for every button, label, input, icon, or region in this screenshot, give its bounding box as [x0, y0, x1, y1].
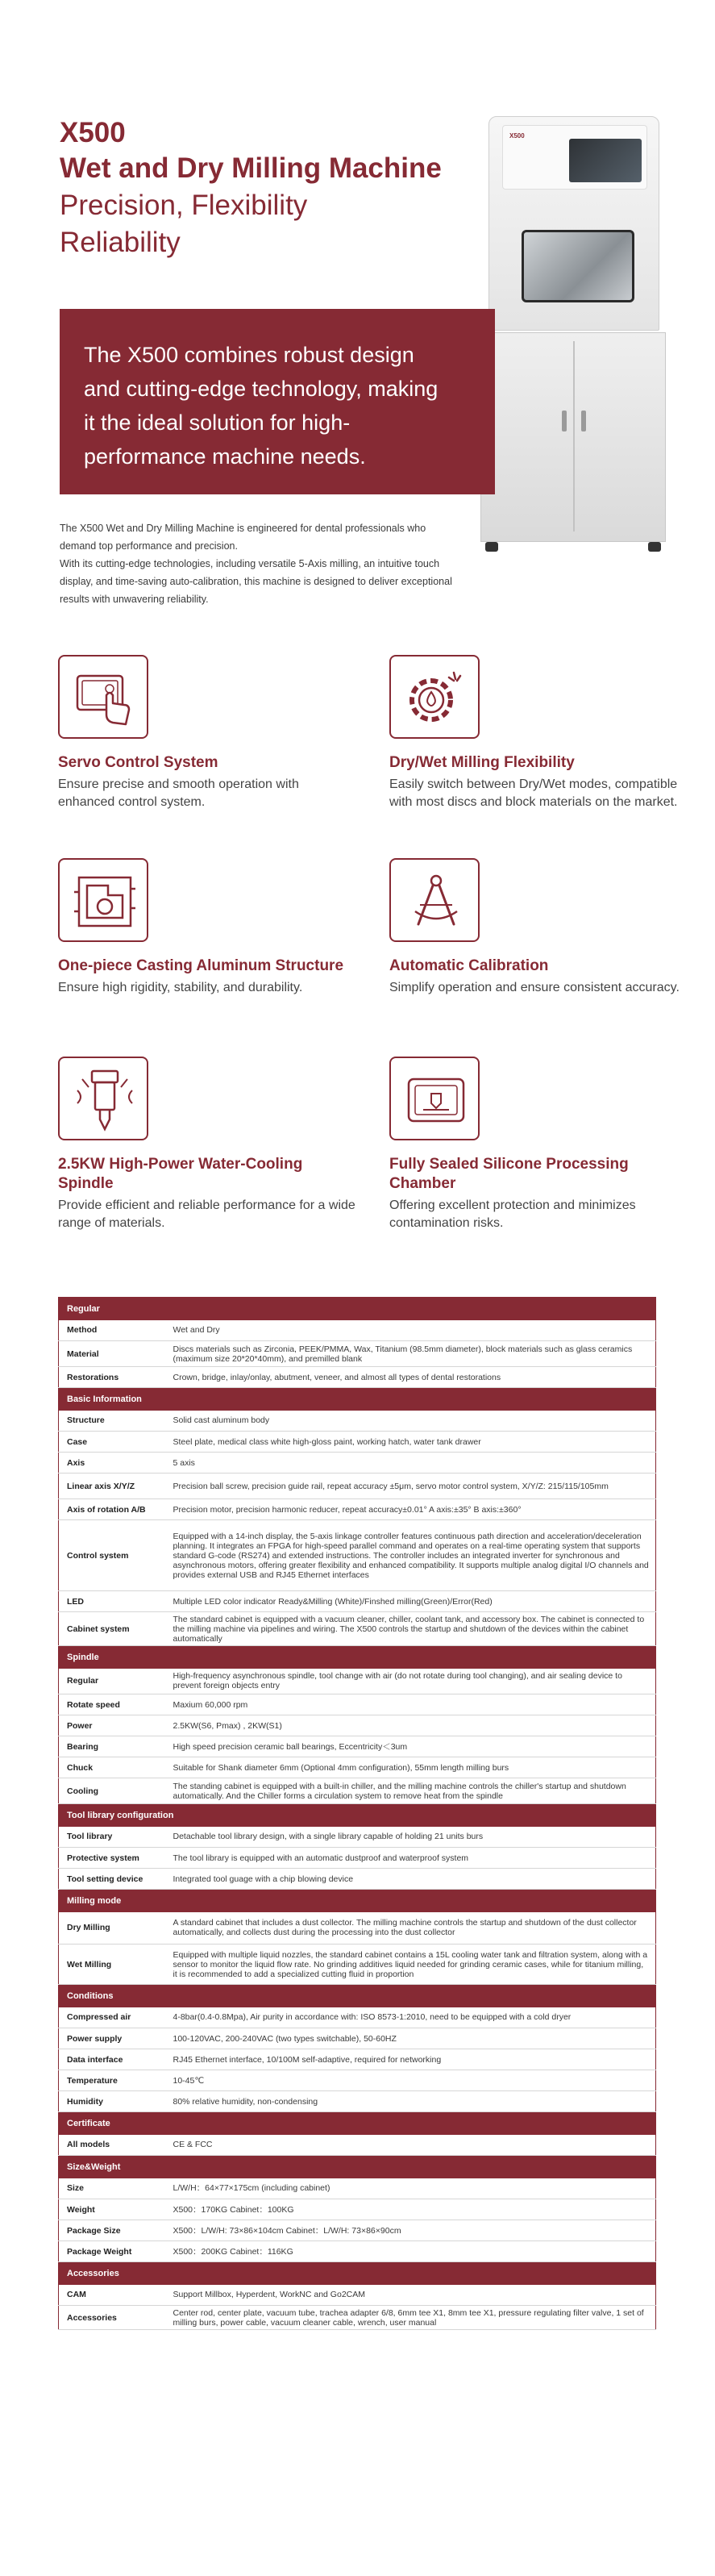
- spec-value: Equipped with multiple liquid nozzles, the standard cabinet contains a 15L cooling water tank and filtration system, along with a sensor to monitor the liquid flow rate. No grinding additives liquid needed for grinding ceramic cases, while for titanium milling, it is recommended to add a specialized cutting fluid in proportion: [164, 1945, 656, 1985]
- spec-value: X500：170KG Cabinet：100KG: [164, 2199, 656, 2220]
- machine-upper-unit: [488, 116, 659, 331]
- spec-row: [59, 1715, 656, 1736]
- spec-value: The standard cabinet is equipped with a vacuum cleaner, chiller, coolant tank, and accessory box. The cabinet is connected to the milling machine via pipelines and wiring. The X500 controls the startup and shutdown of the devices within the cabinet automatically: [164, 1612, 656, 1646]
- spec-key: Dry Milling: [59, 1912, 164, 1945]
- feature-title: One-piece Casting Aluminum Structure: [58, 957, 344, 974]
- spec-row: [59, 1736, 656, 1757]
- spec-row: [59, 1320, 656, 1341]
- spec-section-title: Conditions: [59, 1985, 656, 2007]
- product-name: Wet and Dry Milling Machine: [60, 152, 442, 184]
- feature-desc: Offering excellent protection and minimizes contamination risks.: [389, 1198, 636, 1230]
- spec-row: [59, 1757, 656, 1778]
- feature-title: Servo Control System: [58, 754, 218, 771]
- spec-key: Size: [59, 2178, 164, 2199]
- spec-row: [59, 1367, 656, 1388]
- spec-value: Steel plate, medical class white high-gloss paint, working hatch, water tank drawer: [164, 1432, 656, 1453]
- spec-value: CE & FCC: [164, 2135, 656, 2156]
- spec-row: [59, 1411, 656, 1432]
- spec-table: [58, 1297, 656, 2330]
- spec-value: Discs materials such as Zirconia, PEEK/PMMA, Wax, Titanium (98.5mm diameter), block materials such as glass ceramics (maximum size 20*20*40mm), and premilled blank: [164, 1341, 656, 1367]
- spec-row: [59, 2049, 656, 2070]
- spec-row: [59, 2028, 656, 2049]
- spec-key: Power supply: [59, 2028, 164, 2049]
- spec-key: Bearing: [59, 1736, 164, 1757]
- spec-key: Material: [59, 1341, 164, 1367]
- spec-value: High-frequency asynchronous spindle, tool change with air (do not rotate during tool changing), and air sealing device to prevent foreign objects entry: [164, 1669, 656, 1694]
- spec-section-header: [59, 2156, 656, 2178]
- spec-section-title: Accessories: [59, 2262, 656, 2285]
- spec-value: 5 axis: [164, 1453, 656, 1473]
- feature-desc: Easily switch between Dry/Wet modes, compatible with most discs and block materials on the market.: [389, 777, 678, 809]
- spec-key: Axis: [59, 1453, 164, 1473]
- feature-servo-control: [58, 655, 356, 811]
- spindle-icon: [58, 1057, 148, 1140]
- spec-key: Chuck: [59, 1757, 164, 1778]
- spec-row: [59, 2220, 656, 2241]
- hero-section: [0, 0, 715, 629]
- spec-row: [59, 1848, 656, 1869]
- product-subtitle-1: Precision, Flexibility: [60, 190, 308, 221]
- spec-key: Case: [59, 1432, 164, 1453]
- spec-row: [59, 1778, 656, 1804]
- spec-key: Compressed air: [59, 2007, 164, 2028]
- spec-row: [59, 1520, 656, 1591]
- machine-illustration: [480, 116, 666, 552]
- spec-value: 80% relative humidity, non-condensing: [164, 2091, 656, 2112]
- spec-row: [59, 2306, 656, 2330]
- spec-key: Method: [59, 1320, 164, 1341]
- cabinet-wheel: [648, 542, 661, 552]
- feature-spindle: [58, 1057, 356, 1232]
- product-model: X500: [60, 117, 126, 148]
- touch-display-icon: [58, 655, 148, 739]
- spec-section-header: [59, 1890, 656, 1912]
- machine-display: [569, 139, 642, 182]
- spec-value: X500：L/W/H: 73×86×104cm Cabinet：L/W/H: 73×86×90cm: [164, 2220, 656, 2241]
- spec-row: [59, 1945, 656, 1985]
- spec-key: Linear axis X/Y/Z: [59, 1473, 164, 1499]
- spec-row: [59, 1591, 656, 1612]
- spec-row: [59, 2199, 656, 2220]
- spec-section-header: [59, 1804, 656, 1827]
- machine-logo: X500: [509, 132, 525, 140]
- spec-value: Detachable tool library design, with a single library capable of holding 21 units burs: [164, 1827, 656, 1848]
- spec-section-title: Certificate: [59, 2112, 656, 2135]
- spec-value: Crown, bridge, inlay/onlay, abutment, veneer, and almost all types of dental restorations: [164, 1367, 656, 1388]
- cabinet-handle-right: [581, 411, 586, 431]
- spec-row: [59, 2007, 656, 2028]
- spec-key: Wet Milling: [59, 1945, 164, 1985]
- spec-key: LED: [59, 1591, 164, 1612]
- wet-dry-gear-icon: [389, 655, 480, 739]
- spec-key: CAM: [59, 2285, 164, 2306]
- hero-description: [60, 519, 463, 608]
- spec-row: [59, 1869, 656, 1890]
- spec-value: Support Millbox, Hyperdent, WorkNC and Go2CAM: [164, 2285, 656, 2306]
- feature-wet-dry: [389, 655, 688, 811]
- spec-key: Regular: [59, 1669, 164, 1694]
- machine-cabinet: [480, 332, 666, 542]
- spec-key: Weight: [59, 2199, 164, 2220]
- spec-key: Cabinet system: [59, 1612, 164, 1646]
- spec-row: [59, 2285, 656, 2306]
- spec-section-title: Size&Weight: [59, 2156, 656, 2178]
- feature-casting-structure: [58, 858, 356, 997]
- spec-row: [59, 1432, 656, 1453]
- spec-key: Axis of rotation A/B: [59, 1499, 164, 1520]
- spec-value: RJ45 Ethernet interface, 10/100M self-adaptive, required for networking: [164, 2049, 656, 2070]
- feature-title: 2.5KW High-Power Water-Cooling Spindle: [58, 1156, 303, 1192]
- spec-value: The tool library is equipped with an automatic dustproof and waterproof system: [164, 1848, 656, 1869]
- spec-section-header: [59, 2112, 656, 2135]
- spec-value: Multiple LED color indicator Ready&Milling (White)/Finshed milling(Green)/Error(Red): [164, 1591, 656, 1612]
- spec-value: Integrated tool guage with a chip blowing device: [164, 1869, 656, 1890]
- spec-value: Equipped with a 14-inch display, the 5-axis linkage controller features continuous path direction and acceleration/deceleration planning. It integrates an FPGA for high-speed parallel command and operates on a real-time operating system that supports standard G-code (RS274) and extended instructions. The controller includes an integrated inverter for synchronous and asynchronous motors, offering greater flexibility and enhanced compatibility. It supports multiple analog digital I/O channels and provides external USB and RJ45 Ethernet interfaces: [164, 1520, 656, 1591]
- spec-key: Protective system: [59, 1848, 164, 1869]
- spec-section-header: [59, 1646, 656, 1669]
- spec-key: Package Size: [59, 2220, 164, 2241]
- spec-value: A standard cabinet that includes a dust collector. The milling machine controls the startup and shutdown of the dust collector automatically, and collects dust during the processing into the dust collector: [164, 1912, 656, 1945]
- feature-desc: Ensure high rigidity, stability, and durability.: [58, 981, 303, 994]
- spec-row: [59, 1612, 656, 1646]
- spec-row: [59, 2070, 656, 2091]
- feature-title: Automatic Calibration: [389, 957, 549, 974]
- spec-value: L/W/H：64×77×175cm (including cabinet): [164, 2178, 656, 2199]
- feature-sealed-chamber: [389, 1057, 688, 1232]
- spec-row: [59, 2091, 656, 2112]
- machine-control-panel: [502, 125, 647, 190]
- spec-section-title: Milling mode: [59, 1890, 656, 1912]
- spec-value: Precision motor, precision harmonic reducer, repeat accuracy±0.01° A axis:±35° B axis:±360°: [164, 1499, 656, 1520]
- spec-row: [59, 1453, 656, 1473]
- product-subtitle-2: Reliability: [60, 227, 181, 258]
- spec-value: 100-120VAC, 200-240VAC (two types switchable), 50-60HZ: [164, 2028, 656, 2049]
- hero-description-2: With its cutting-edge technologies, including versatile 5-Axis milling, an intuitive touch display, and time-saving auto-calibration, this machine is designed to deliver exceptional results with unwavering reliability.: [60, 558, 452, 605]
- spec-value: 4-8bar(0.4-0.8Mpa), Air purity in accordance with: ISO 8573-1:2010, need to be equipped with a cold dryer: [164, 2007, 656, 2028]
- spec-value: Solid cast aluminum body: [164, 1411, 656, 1432]
- spec-value: Precision ball screw, precision guide rail, repeat accuracy ±5μm, servo motor control system, X/Y/Z: 215/115/105mm: [164, 1473, 656, 1499]
- spec-row: [59, 1827, 656, 1848]
- calibration-compass-icon: [389, 858, 480, 942]
- spec-value: High speed precision ceramic ball bearings, Eccentricity＜3um: [164, 1736, 656, 1757]
- spec-key: Structure: [59, 1411, 164, 1432]
- spec-value: 2.5KW(S6, Pmax) , 2KW(S1): [164, 1715, 656, 1736]
- hero-highlight-box: [60, 309, 495, 494]
- spec-row: [59, 1473, 656, 1499]
- spec-row: [59, 1694, 656, 1715]
- spec-value: 10-45℃: [164, 2070, 656, 2091]
- spec-row: [59, 2178, 656, 2199]
- spec-value: Suitable for Shank diameter 6mm (Optional 4mm configuration), 55mm length milling burs: [164, 1757, 656, 1778]
- spec-key: Data interface: [59, 2049, 164, 2070]
- spec-value: Maxium 60,000 rpm: [164, 1694, 656, 1715]
- spec-section-title: Regular: [59, 1298, 656, 1320]
- feature-title: Fully Sealed Silicone Processing Chamber: [389, 1156, 629, 1192]
- spec-key: Temperature: [59, 2070, 164, 2091]
- hero-description-1: The X500 Wet and Dry Milling Machine is engineered for dental professionals who demand top performance and precision.: [60, 523, 426, 552]
- spec-row: [59, 2135, 656, 2156]
- spec-section-header: [59, 1388, 656, 1411]
- spec-key: Package Weight: [59, 2241, 164, 2262]
- spec-section-header: [59, 1985, 656, 2007]
- spec-key: Accessories: [59, 2306, 164, 2330]
- machine-chamber-window: [522, 230, 634, 302]
- spec-value: Wet and Dry: [164, 1320, 656, 1341]
- spec-key: Cooling: [59, 1778, 164, 1804]
- spec-section-header: [59, 1298, 656, 1320]
- cabinet-handle-left: [562, 411, 567, 431]
- spec-row: [59, 1499, 656, 1520]
- spec-row: [59, 1341, 656, 1367]
- cabinet-wheel: [485, 542, 498, 552]
- spec-key: Tool library: [59, 1827, 164, 1848]
- spec-section-title: Tool library configuration: [59, 1804, 656, 1827]
- feature-title: Dry/Wet Milling Flexibility: [389, 754, 575, 771]
- spec-row: [59, 1912, 656, 1945]
- spec-key: Power: [59, 1715, 164, 1736]
- spec-section-title: Spindle: [59, 1646, 656, 1669]
- spec-row: [59, 2241, 656, 2262]
- spec-key: All models: [59, 2135, 164, 2156]
- feature-desc: Provide efficient and reliable performance for a wide range of materials.: [58, 1198, 355, 1230]
- spec-key: Tool setting device: [59, 1869, 164, 1890]
- feature-desc: Ensure precise and smooth operation with enhanced control system.: [58, 777, 299, 809]
- cabinet-door-split: [573, 341, 575, 531]
- hero-title-block: [60, 116, 442, 261]
- hero-highlight-text: The X500 combines robust design and cutting-edge technology, making it the ideal solution for high-performance machine needs.: [84, 343, 439, 469]
- spec-key: Rotate speed: [59, 1694, 164, 1715]
- spec-row: [59, 1669, 656, 1694]
- spec-value: Center rod, center plate, vacuum tube, trachea adapter 6/8, 6mm tee X1, 8mm tee X1, pressure regulating filter valve, 1 set of milling burs, power cable, vacuum cleaner cable, wrench, user manual: [164, 2306, 656, 2330]
- spec-key: Humidity: [59, 2091, 164, 2112]
- spec-section-header: [59, 2262, 656, 2285]
- spec-value: The standing cabinet is equipped with a built-in chiller, and the milling machine controls the chiller's startup and shutdown automatically. And the Chiller forms a circulation system to remove heat from the spindle: [164, 1778, 656, 1804]
- spec-table-body: [59, 1298, 656, 2330]
- feature-desc: Simplify operation and ensure consistent accuracy.: [389, 981, 680, 994]
- spec-value: X500：200KG Cabinet：116KG: [164, 2241, 656, 2262]
- spec-section-title: Basic Information: [59, 1388, 656, 1411]
- feature-auto-calibration: [389, 858, 688, 997]
- casting-frame-icon: [58, 858, 148, 942]
- spec-key: Restorations: [59, 1367, 164, 1388]
- spec-key: Control system: [59, 1520, 164, 1591]
- chamber-icon: [389, 1057, 480, 1140]
